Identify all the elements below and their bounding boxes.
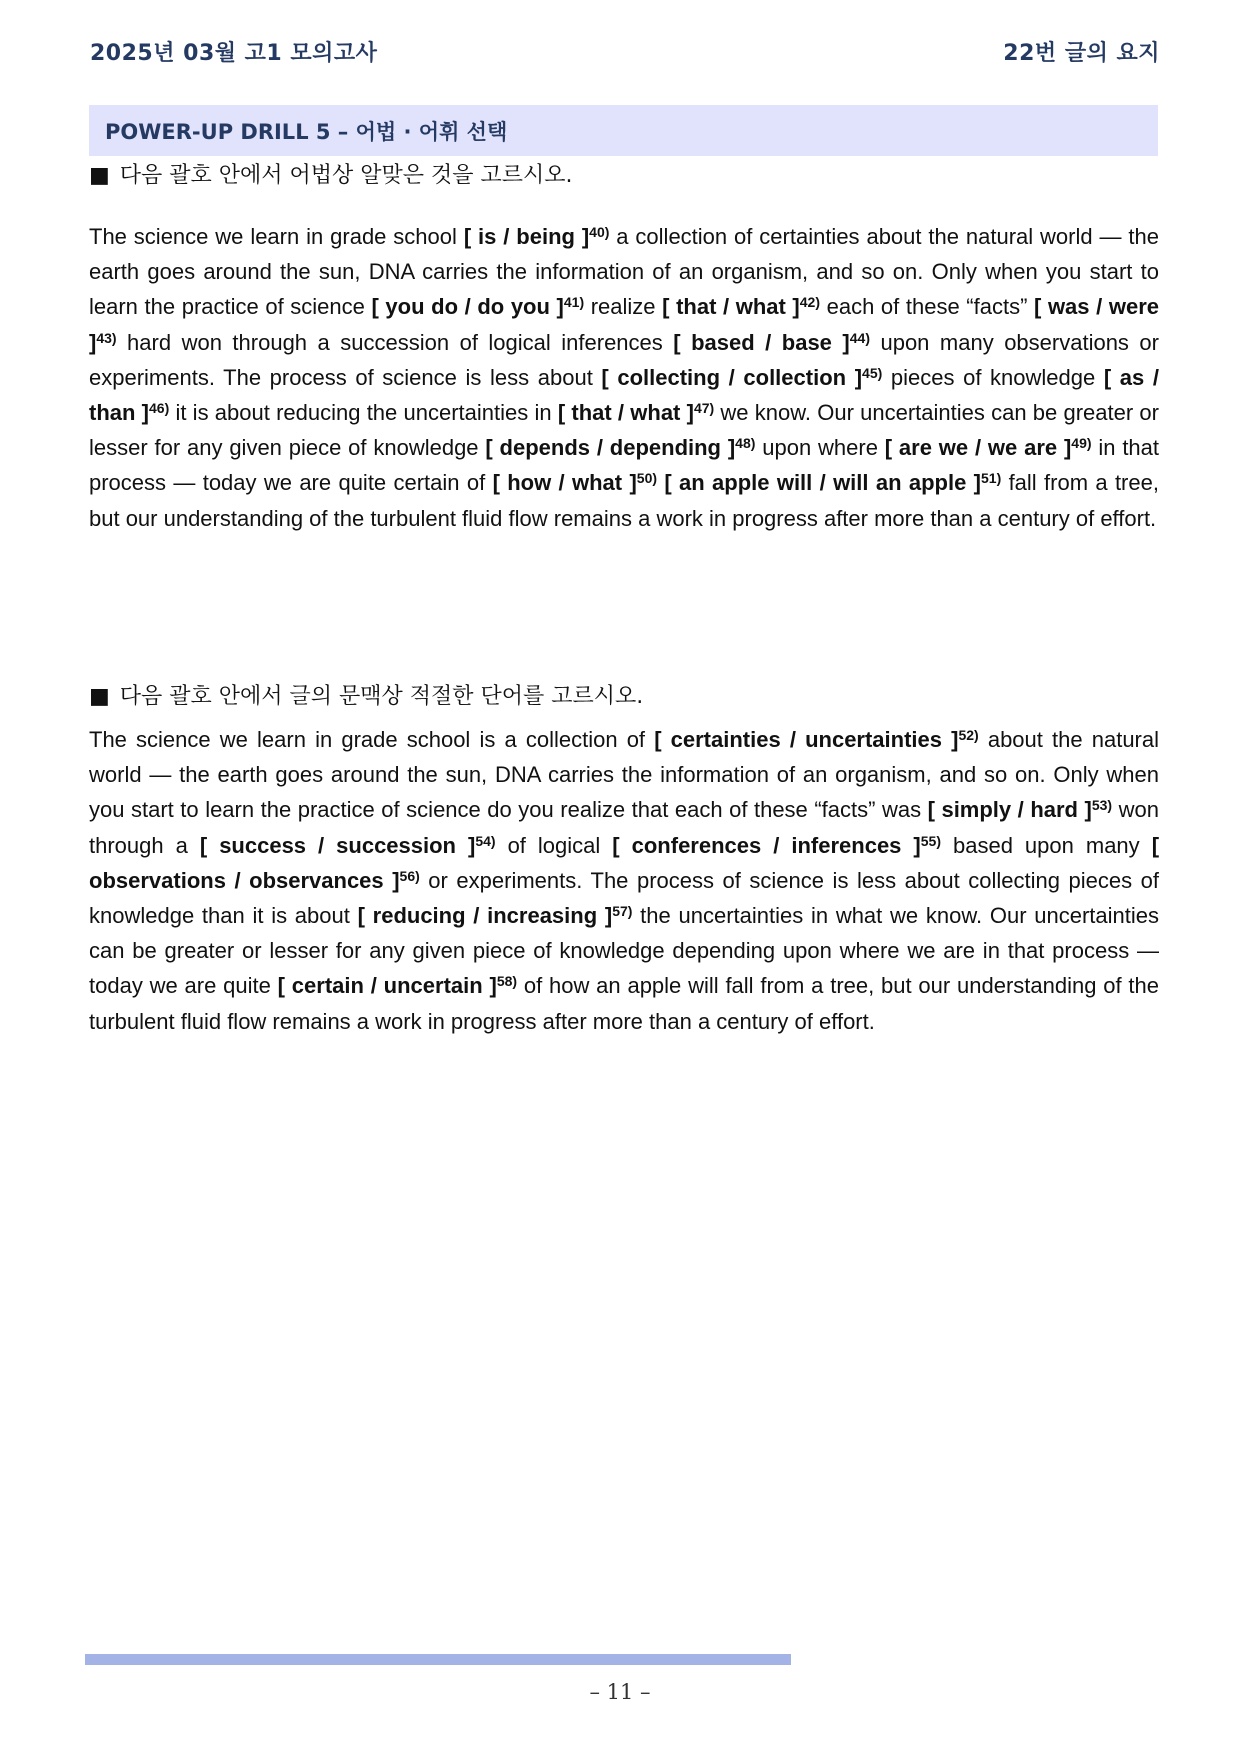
question-number-41: 41) [563,294,585,311]
footer-bar [85,1654,791,1665]
question-number-47: 47) [693,400,715,417]
choice-57: [ reducing / increasing ] [357,903,613,929]
question-number-48: 48) [735,435,756,452]
passage-text: The science we learn in grade school [89,224,464,249]
question-number-55: 55) [920,832,941,849]
passage-text: it is about reducing the uncertainties in [169,400,558,426]
square-bullet-icon: ■ [89,684,110,709]
question-number-52: 52) [958,727,979,743]
choice-49: [ are we / we are ] [884,435,1072,461]
question-number-40: 40) [589,224,610,240]
passage-text: the uncertainties in what we know. Our uncertainties can be greater or lesser for any given piece of knowledge depending upon where we are in that process — today we are quite [89,903,1159,999]
choice-52: [ certainties / uncertainties ] [654,727,959,752]
passage-text: upon where [755,435,885,461]
choice-44: [ based / base ] [673,329,850,355]
passage-text: a collection of certainties about the natural world — the earth goes around the sun, DNA carries the information of an organism, and so on. Only when you start to learn the practice of science [89,224,1159,320]
question-number-46: 46) [149,400,170,417]
section2-passage [89,722,1159,1039]
choice-47: [ that / what ] [557,400,694,426]
passage-text: hard won through a succession of logical inferences [116,329,674,355]
square-bullet-icon: ■ [89,163,110,188]
choice-41: [ you do / do you ] [371,294,564,320]
section2-instruction [89,679,643,710]
section1-passage [89,219,1159,536]
passage-text: fall from a tree, but our understanding of the turbulent fluid flow remains a work in progress after more than a century of effort. [89,470,1159,531]
question-number-57: 57) [612,903,633,920]
section1-instruction [89,158,573,189]
drill-banner: POWER-UP DRILL 5 – 어법 · 어휘 선택 [89,105,1158,156]
question-number-45: 45) [862,364,883,381]
page-number: – 11 – [589,1680,651,1704]
question-title: 22번 글의 요지 [1003,41,1160,66]
passage-text: realize [584,294,663,320]
choice-55: [ conferences / inferences ] [612,832,921,858]
choice-48: [ depends / depending ] [485,435,736,461]
question-number-54: 54) [475,832,496,849]
passage-text: of logical [495,832,613,858]
choice-40: [ is / being ] [463,224,590,249]
choice-51: [ an apple will / will an apple ] [664,470,981,496]
choice-58: [ certain / uncertain ] [277,973,497,999]
choice-53: [ simply / hard ] [927,797,1092,823]
choice-56: [ observations / observances ] [89,832,1160,893]
question-number-56: 56) [399,867,420,884]
passage-text: we know. Our uncertainties can be greater or lesser for any given piece of knowledge [89,400,1159,461]
passage-text: won through a [89,797,1159,858]
question-number-44: 44) [849,329,870,346]
question-number-50: 50) [636,470,658,487]
choice-45: [ collecting / collection ] [601,364,863,390]
exam-title: 2025년 03월 고1 모의고사 [90,41,378,66]
passage-text: upon many observations or experiments. The process of science is less about [89,329,1159,390]
choice-42: [ that / what ] [662,294,800,320]
question-number-58: 58) [496,973,518,990]
passage-text: or experiments. The process of science is less about collecting pieces of knowledge than it is about [89,867,1159,929]
question-number-42: 42) [799,294,820,311]
choice-43: [ was / were ] [89,294,1159,355]
passage-text: in that process — today we are quite certain of [89,435,1160,496]
question-number-49: 49) [1071,435,1092,452]
passage-text: each of these “facts” [820,294,1035,320]
choice-46: [ as / than ] [89,364,1160,426]
passage-text: based upon many [940,832,1152,858]
passage-text: The science we learn in grade school is a collection of [89,727,655,752]
choice-54: [ success / succession ] [199,832,476,858]
question-number-43: 43) [96,329,117,346]
passage-text: of how an apple will fall from a tree, but our understanding of the turbulent fluid flow remains a work in progress after more than a century of effort. [89,973,1160,1034]
passage-text: pieces of knowledge [882,364,1104,390]
question-number-51: 51) [981,470,1002,487]
question-number-53: 53) [1091,797,1113,814]
passage-text: about the natural world — the earth goes around the sun, DNA carries the information of an organism, and so on. Only when you start to learn the practice of science do you realize that each of these “facts” was [89,727,1160,823]
section2-instruction-text: 다음 괄호 안에서 글의 문맥상 적절한 단어를 고르시오. [119,684,644,709]
choice-50: [ how / what ] [492,470,637,496]
section1-instruction-text: 다음 괄호 안에서 어법상 알맞은 것을 고르시오. [119,163,573,188]
